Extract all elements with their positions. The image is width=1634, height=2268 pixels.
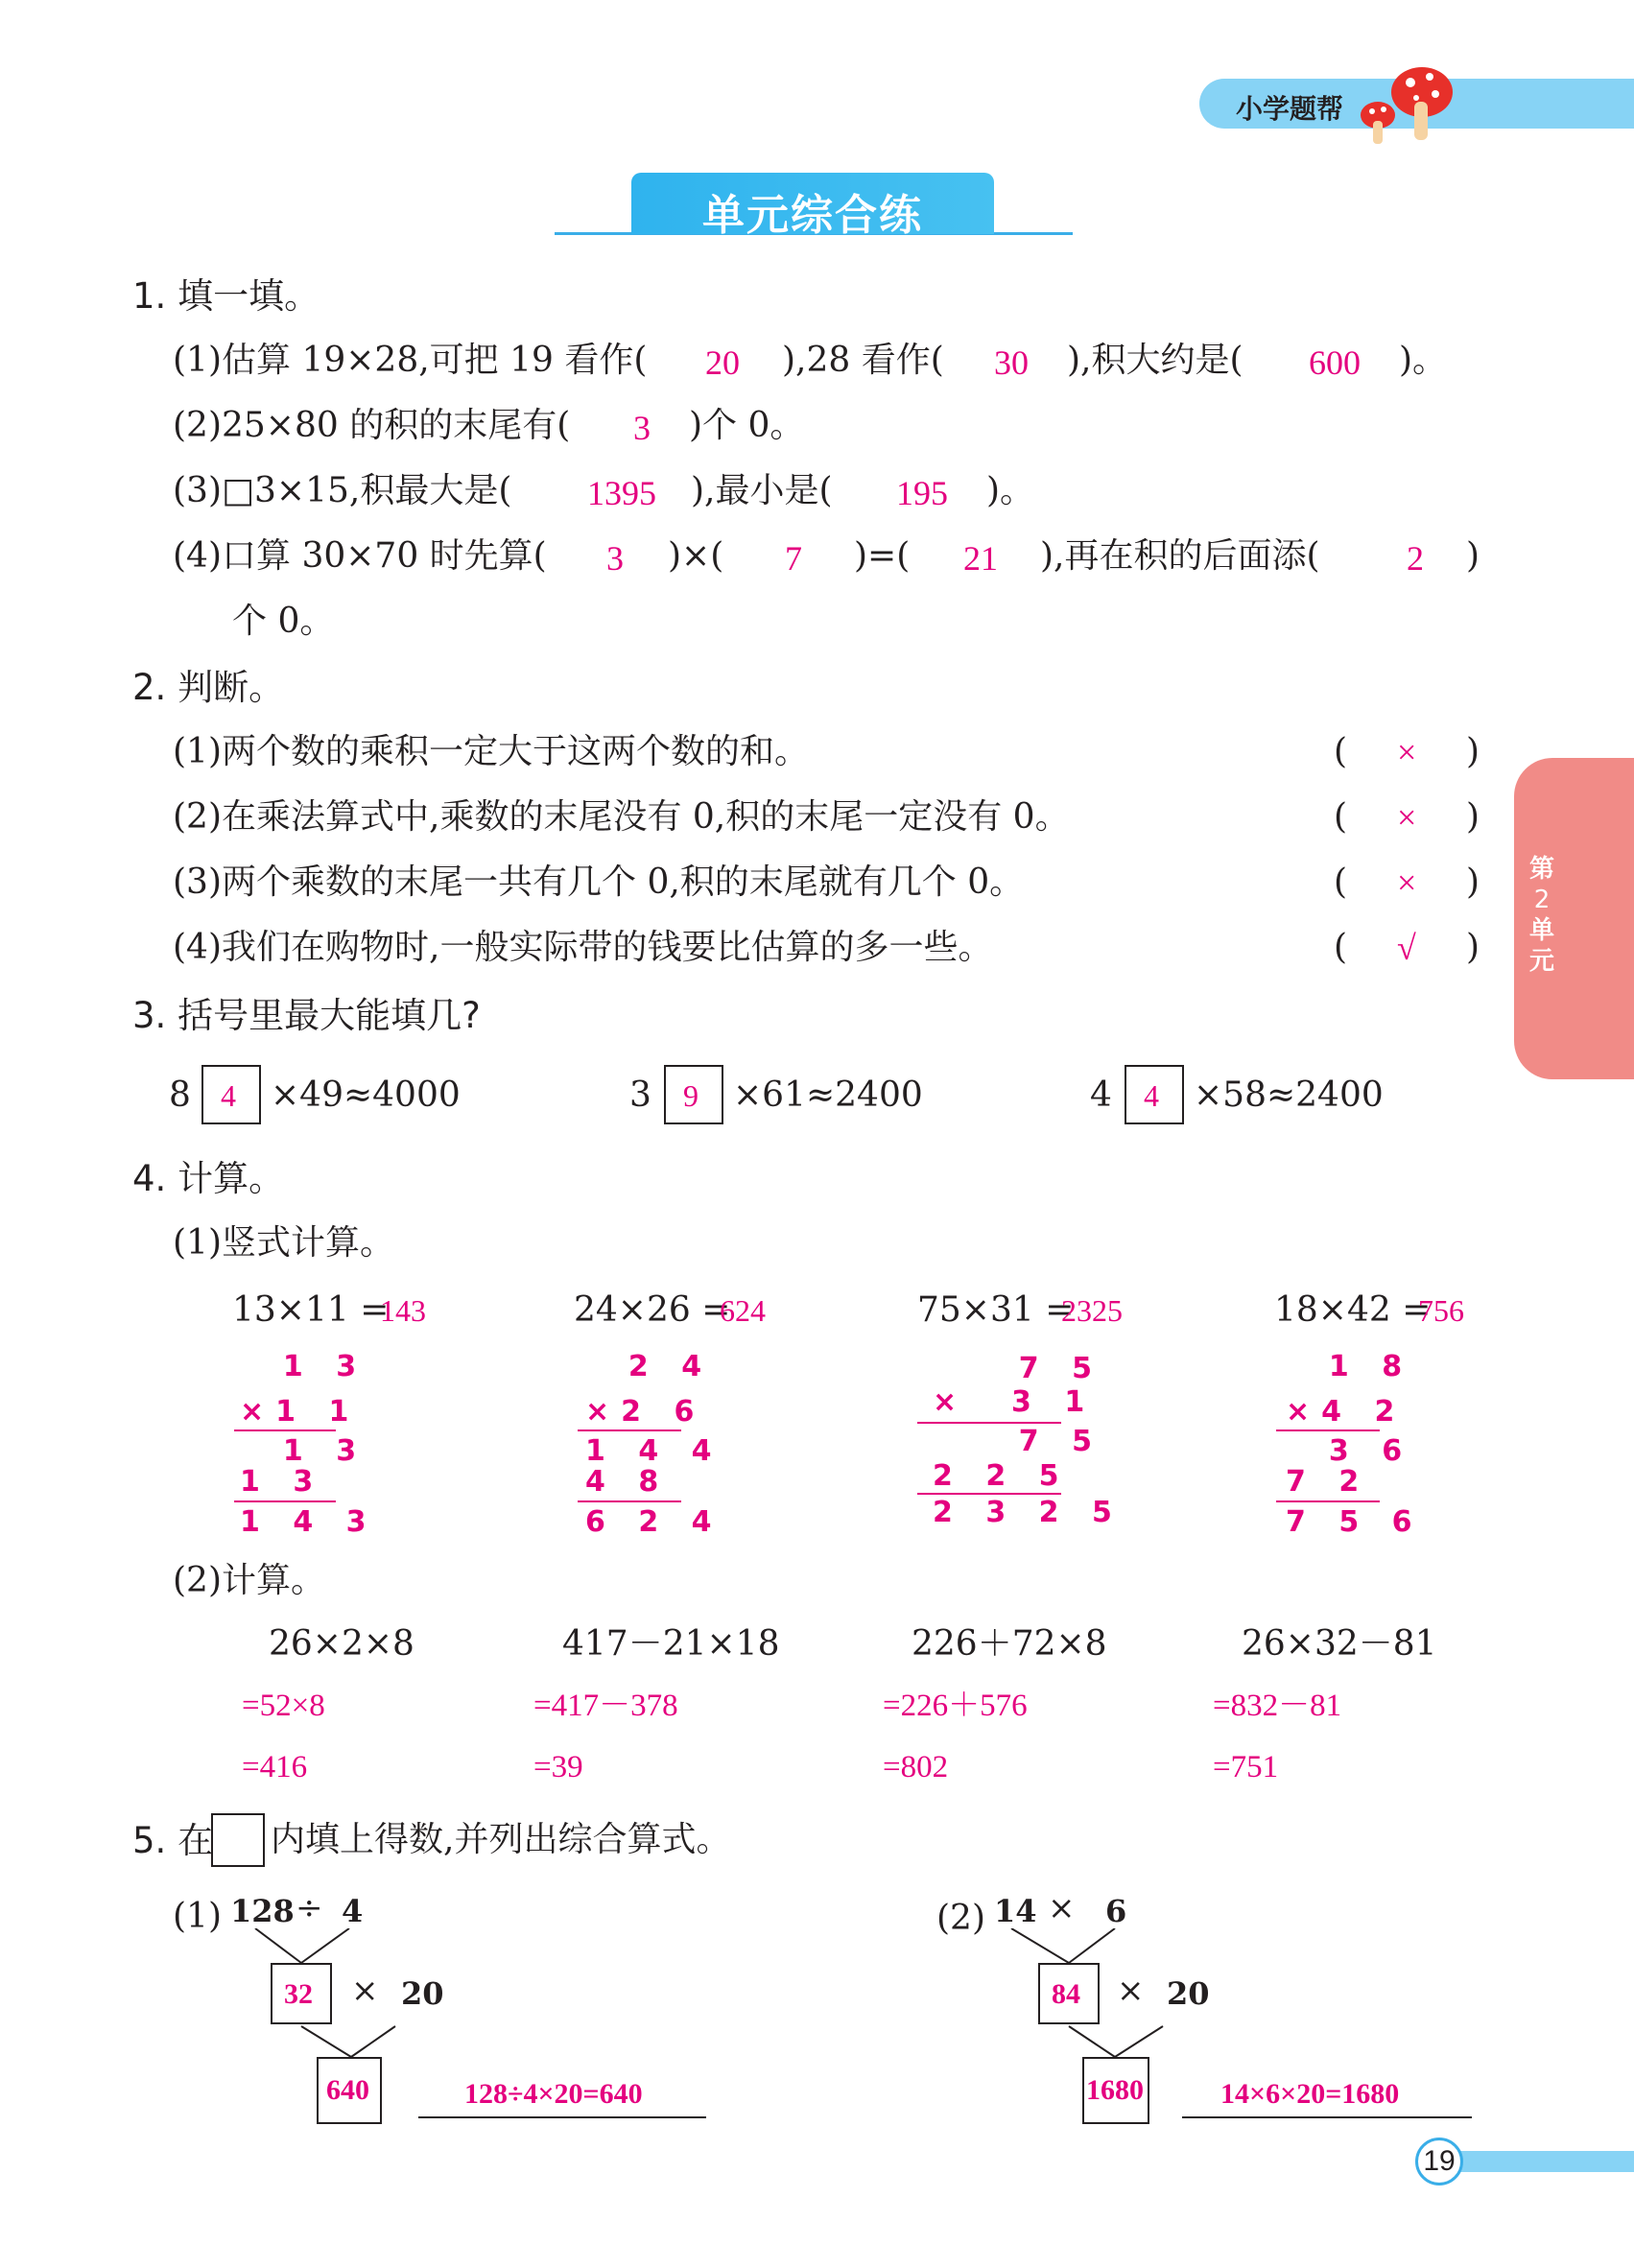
vertical-1-row-2: ×1 1 [240,1395,361,1429]
calc-2-step-2: =39 [533,1750,583,1784]
q3-item-1-answer: 4 [221,1078,236,1113]
q3-item-2-pre: 3 [629,1075,651,1115]
q4-heading: 4. 计算。 [132,1158,285,1199]
q5-item-2-box-2-value: 1680 [1086,2074,1144,2106]
calc-1-expression: 26×2×8 [269,1624,414,1664]
vertical-2-answer: 624 [720,1293,766,1328]
q5-item-1-answer-line [418,2116,706,2118]
q3-item-1-post: ×49≈4000 [271,1075,461,1115]
q5-item-1-op2: × [351,1972,379,2010]
brand-label: 小学题帮 [1236,93,1344,125]
q5-item-1-box-1-value: 32 [284,1978,313,2010]
vertical-4-row-1: 1 8 [1286,1350,1414,1383]
vertical-3-row-5: 2 3 2 5 [933,1496,1124,1529]
vertical-2-row-5: 6 2 4 [585,1505,723,1539]
vertical-4-line-2 [1276,1500,1380,1502]
q2-item-4-text: (4)我们在购物时,一般实际带的钱要比估算的多一些。 [173,928,993,967]
q5-item-1-label: (1) [173,1897,222,1936]
q3-item-1-pre: 8 [169,1075,191,1115]
vertical-3-row-3: 7 5 [933,1425,1103,1458]
q1-item-2-prefix: (2)25×80 的积的末尾有( [173,406,571,445]
q5-heading-box [211,1813,265,1867]
q5-heading-end: 内填上得数,并列出综合算式。 [271,1820,731,1859]
vertical-1-row-5: 1 4 3 [240,1505,378,1539]
vertical-2-row-1: 2 4 [585,1350,714,1383]
q2-item-1-close: ) [1466,732,1480,771]
q5-item-1-op1: ÷ [296,1889,323,1927]
q3-item-3-post: ×58≈2400 [1194,1075,1384,1115]
vertical-1-answer: 143 [380,1293,426,1328]
q5-item-2-box-1-value: 84 [1052,1978,1080,2010]
q5-item-1-box-2-value: 640 [326,2074,369,2106]
q3-item-2-answer: 9 [683,1078,699,1113]
vertical-2-row-2: ×2 6 [585,1395,706,1429]
q1-item-4-answer-1: 3 [606,539,624,578]
q5-item-2-c: 20 [1167,1975,1210,2012]
vertical-2-row-4: 4 8 [585,1465,671,1499]
q3-heading: 3. 括号里最大能填几? [132,995,481,1036]
q1-item-4-mid-3: ),再在积的后面添( [1040,536,1320,576]
q5-heading-start: 5. 在 [132,1820,214,1861]
q2-item-1-text: (1)两个数的乘积一定大于这两个数的和。 [173,732,809,771]
q1-item-4-mid-2: )=( [854,536,911,576]
q1-item-4-answer-2: 7 [785,539,802,578]
q1-item-1-answer-2: 30 [994,343,1029,382]
q5-item-2-label: (2) [936,1899,985,1938]
q2-item-2-open: ( [1334,797,1348,837]
q5-item-2-a: 14 [994,1893,1037,1929]
vertical-4-row-2: ×4 2 [1286,1395,1407,1429]
q1-item-3-end: )。 [986,471,1035,510]
q2-item-3-text: (3)两个乘数的末尾一共有几个 0,积的末尾就有几个 0。 [173,862,1025,902]
q1-item-4-answer-3: 21 [963,539,998,578]
calc-3-step-2: =802 [883,1750,949,1784]
q1-item-1-prefix: (1)估算 19×28,可把 19 看作( [173,341,648,380]
q2-item-3-open: ( [1334,862,1348,902]
vertical-1-expression: 13×11 = [232,1290,390,1330]
q5-item-2-op2: × [1117,1972,1145,2010]
calc-3-step-1: =226＋576 [883,1689,1028,1723]
q1-item-1-mid-1: ),28 看作( [782,341,944,380]
q1-item-1-end: )。 [1399,341,1448,380]
q5-item-2-op1: × [1048,1889,1076,1927]
q1-item-1-mid-2: ),积大约是( [1067,341,1243,380]
q1-item-1-answer-3: 600 [1309,343,1361,382]
q1-item-2-answer: 3 [633,409,651,447]
q2-item-3-close: ) [1466,862,1480,902]
q1-item-3-mid: ),最小是( [691,471,833,510]
q2-heading: 2. 判断。 [132,667,285,708]
calc-2-expression: 417－21×18 [562,1624,780,1664]
calc-2-step-1: =417－378 [533,1689,678,1723]
q4-sub2-heading: (2)计算。 [173,1561,325,1600]
q2-item-2-close: ) [1466,797,1480,837]
vertical-1-row-1: 1 3 [240,1350,368,1383]
mushroom-icon [1343,56,1458,147]
vertical-3-row-2: × 3 1 [933,1385,1097,1419]
vertical-1-line-1 [234,1429,336,1431]
vertical-2-line-2 [578,1500,681,1502]
q5-item-1-b: 4 [342,1893,364,1929]
q1-item-3-prefix: (3)□3×15,积最大是( [173,471,512,510]
vertical-4-row-4: 7 2 [1286,1465,1371,1499]
q1-item-4-mid-1: )×( [668,536,724,576]
q3-item-3-answer: 4 [1144,1078,1159,1113]
page-title: 单元综合练 [702,191,923,240]
vertical-3-expression: 75×31 = [917,1290,1075,1330]
q5-item-1-c: 20 [401,1975,444,2012]
vertical-1-row-4: 1 3 [240,1465,325,1499]
q5-item-1-a: 128 [230,1893,295,1929]
q4-sub1-heading: (1)竖式计算。 [173,1223,394,1263]
q2-item-4-open: ( [1334,928,1348,967]
q5-item-2-formula: 14×6×20=1680 [1220,2078,1400,2110]
q2-item-3-mark: × [1397,863,1417,902]
q3-item-2-post: ×61≈2400 [733,1075,923,1115]
q1-item-2-end: )个 0。 [689,406,805,445]
q2-item-4-close: ) [1466,928,1480,967]
calc-1-step-2: =416 [242,1750,308,1784]
vertical-1-row-3: 1 3 [240,1434,368,1468]
q2-item-2-text: (2)在乘法算式中,乘数的末尾没有 0,积的末尾一定没有 0。 [173,797,1070,837]
q5-item-2-answer-line [1182,2116,1472,2118]
vertical-2-expression: 24×26 = [574,1290,731,1330]
page-number: 19 [1415,2138,1463,2185]
unit-side-label: 第 2 单 元 [1528,855,1554,976]
q1-item-4-prefix: (4)口算 30×70 时先算( [173,536,547,576]
calc-3-expression: 226＋72×8 [912,1624,1107,1664]
vertical-2-line-1 [578,1429,681,1431]
q5-item-1-formula: 128÷4×20=640 [464,2078,643,2110]
vertical-3-line-2 [917,1493,1061,1495]
vertical-1-line-2 [234,1500,336,1502]
calc-4-step-2: =751 [1213,1750,1279,1784]
vertical-4-answer: 756 [1418,1293,1464,1328]
q1-item-3-answer-2: 195 [896,474,948,512]
vertical-3-line-1 [917,1422,1061,1424]
vertical-4-row-3: 3 6 [1286,1434,1414,1468]
q1-item-4-continuation: 个 0。 [232,602,335,641]
calc-1-step-1: =52×8 [242,1689,325,1723]
vertical-4-row-5: 7 5 6 [1286,1505,1424,1539]
calc-4-expression: 26×32－81 [1242,1624,1437,1664]
q1-heading: 1. 填一填。 [132,275,320,317]
calc-4-step-1: =832－81 [1213,1689,1342,1723]
q1-item-4-answer-4: 2 [1407,539,1424,578]
vertical-4-expression: 18×42 = [1274,1290,1432,1330]
q5-item-2-b: 6 [1105,1893,1127,1929]
q2-item-1-open: ( [1334,732,1348,771]
vertical-3-row-4: 2 2 5 [933,1459,1071,1493]
q2-item-4-mark: √ [1397,929,1416,967]
q3-item-3-pre: 4 [1090,1075,1112,1115]
vertical-4-line-1 [1276,1429,1380,1431]
vertical-2-row-3: 1 4 4 [585,1434,723,1468]
q1-item-1-answer-1: 20 [705,343,740,382]
q1-item-3-answer-1: 1395 [587,474,656,512]
vertical-3-answer: 2325 [1061,1293,1123,1328]
q2-item-2-mark: × [1397,798,1417,837]
vertical-3-row-1: 7 5 [933,1352,1103,1385]
q2-item-1-mark: × [1397,733,1417,771]
q1-item-4-end: ) [1466,536,1480,576]
